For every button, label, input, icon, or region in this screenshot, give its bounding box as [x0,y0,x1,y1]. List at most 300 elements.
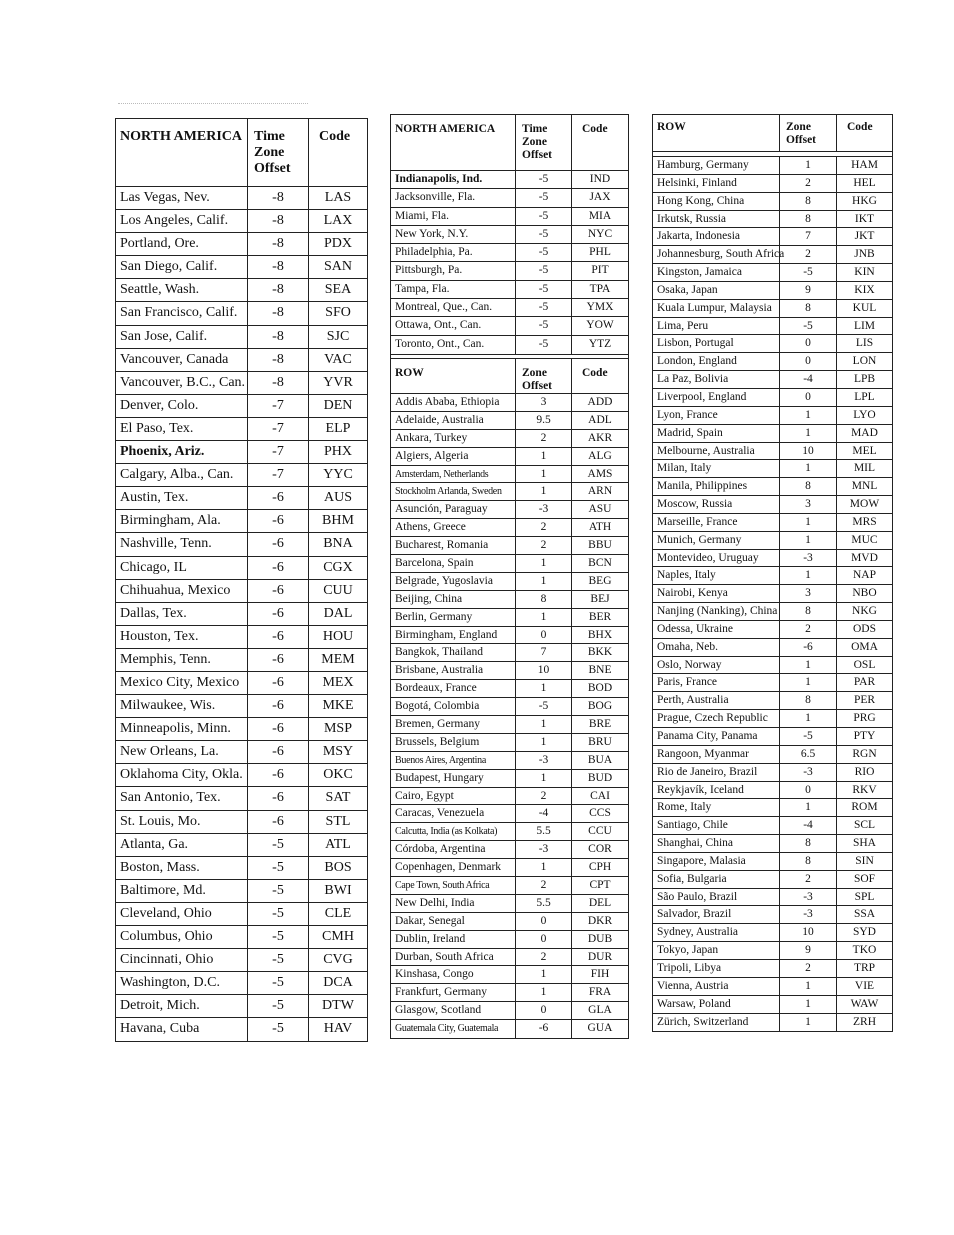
table-row [653,871,892,889]
city-cell: Birmingham, Ala. [116,510,248,532]
table-row [391,627,628,645]
table-row [391,931,628,949]
city-cell: Nairobi, Kenya [653,585,780,602]
code-cell: DUB [587,932,613,945]
table-row [391,877,628,895]
table-row [391,805,628,823]
code-cell: DKR [587,914,613,927]
offset-cell: 0 [516,913,572,930]
city-cell: Melbourne, Australia [653,443,780,460]
code-cell: YMX [586,301,614,314]
city-cell: Rangoon, Myanmar [653,746,780,763]
offset-cell: -5 [248,857,309,879]
city-cell: Irkutsk, Russia [653,211,780,228]
table-row [116,395,367,418]
code-cell: PHX [323,444,352,460]
code-cell: DAL [323,605,353,621]
city-cell: Tokyo, Japan [653,942,780,959]
code-cell: AUS [323,490,352,506]
city-cell: Cairo, Egypt [391,788,516,805]
table-row [116,995,367,1018]
code-cell: LIS [855,337,874,350]
code-cell: KIN [854,266,875,279]
code-cell: CPH [588,861,612,874]
code-cell: AKR [587,431,613,444]
table-header [391,359,628,394]
table-row [116,418,367,441]
city-cell: Paris, France [653,674,780,691]
code-cell: MSP [323,721,353,737]
table-row [116,741,367,764]
offset-cell: -4 [780,817,837,834]
code-cell: LAX [323,213,353,229]
city-cell: Bogotá, Colombia [391,698,516,715]
table-row [653,300,892,318]
offset-cell: 1 [516,573,572,590]
offset-cell: -5 [780,318,837,335]
city-cell: Madrid, Spain [653,425,780,442]
city-cell: Nanjing (Nanking), China [653,603,780,620]
offset-cell: -3 [516,752,572,769]
table-row [653,228,892,246]
city-cell: London, England [653,353,780,370]
offset-cell: 1 [780,407,837,424]
city-cell: Sofia, Bulgaria [653,871,780,888]
table-row [653,478,892,496]
table-row [653,692,892,710]
code-cell: ZRH [853,1015,876,1028]
code-cell: ADD [587,395,613,408]
city-cell: Boston, Mass. [116,857,248,879]
table-row [391,1002,628,1020]
offset-cell: -7 [248,441,309,463]
table-row [116,926,367,949]
table-row [116,603,367,626]
code-cell: GLA [588,1004,612,1017]
city-cell: Bremen, Germany [391,716,516,733]
code-cell: DTW [322,998,354,1014]
table-row [116,903,367,926]
offset-cell: -5 [516,336,572,354]
table-row [391,966,628,984]
table-row [116,880,367,903]
table-row [391,299,628,317]
city-cell: Houston, Tex. [116,626,248,648]
table-row [391,466,628,484]
table-row [653,924,892,942]
offset-cell: -6 [248,626,309,648]
offset-cell: -6 [248,510,309,532]
city-cell: Athens, Greece [391,519,516,536]
city-cell: Stockholm Arlanda, Sweden [391,483,516,500]
city-cell: San Antonio, Tex. [116,787,248,809]
table-row [391,519,628,537]
code-cell: BHM [322,513,354,529]
offset-cell: 1 [516,555,572,572]
offset-cell: -3 [780,889,837,906]
city-cell: Kinshasa, Congo [391,966,516,983]
offset-cell: -6 [248,672,309,694]
code-cell: BBU [588,539,612,552]
city-cell: Dakar, Senegal [391,913,516,930]
header-offset: Time Zone Offset [516,115,572,170]
code-cell: JKT [854,230,875,243]
city-cell: Chicago, IL [116,557,248,579]
code-cell: PAR [853,676,876,689]
city-cell: Odessa, Ukraine [653,621,780,638]
city-cell: Portland, Ore. [116,233,248,255]
offset-cell: 8 [780,211,837,228]
table-row [391,430,628,448]
city-cell: Minneapolis, Minn. [116,718,248,740]
city-cell: Liverpool, England [653,389,780,406]
offset-cell: 0 [780,782,837,799]
offset-cell: -8 [248,302,309,324]
city-cell: Zürich, Switzerland [653,1014,780,1032]
offset-cell: -5 [248,926,309,948]
offset-cell: 2 [516,519,572,536]
code-cell: YTZ [588,337,612,350]
offset-cell: -7 [248,464,309,486]
offset-cell: 2 [780,621,837,638]
table-row [116,464,367,487]
table-row [391,680,628,698]
table-row [391,281,628,299]
table-row [116,256,367,279]
offset-cell: 2 [516,949,572,966]
code-cell: BOS [324,859,352,875]
city-cell: Sydney, Australia [653,924,780,941]
table-row [653,496,892,514]
table-row [116,672,367,695]
city-cell: Denver, Colo. [116,395,248,417]
code-cell: LIM [853,319,876,332]
offset-cell: -5 [248,995,309,1017]
city-cell: Baltimore, Md. [116,880,248,902]
code-cell: CCS [589,807,611,820]
offset-cell: 8 [780,300,837,317]
code-cell: YOW [586,319,614,332]
code-cell: RGN [852,747,877,760]
city-cell: Hamburg, Germany [653,157,780,174]
city-cell: Calcutta, India (as Kolkata) [391,823,516,840]
table-row [653,799,892,817]
code-cell: ATH [588,521,612,534]
table-header [116,119,367,187]
city-cell: Brisbane, Australia [391,662,516,679]
table-header [653,115,892,152]
city-cell: Algiers, Algeria [391,448,516,465]
city-cell: Berlin, Germany [391,609,516,626]
table-row [391,752,628,770]
offset-cell: -5 [516,317,572,334]
north-america-section [391,171,628,355]
table-row [653,550,892,568]
table-row [653,978,892,996]
offset-cell: -4 [516,805,572,822]
table-row [116,441,367,464]
offset-cell: 8 [780,478,837,495]
city-cell: Cape Town, South Africa [391,877,516,894]
table-row [391,244,628,262]
table-row [116,1018,367,1041]
city-cell: Los Angeles, Calif. [116,210,248,232]
offset-cell: 10 [780,924,837,941]
table-row [653,318,892,336]
table-row [391,555,628,573]
code-cell: CPT [589,879,611,892]
table-row [653,996,892,1014]
code-cell: NYC [587,227,613,240]
table-row [653,532,892,550]
code-cell: BUD [587,771,613,784]
table-row [391,412,628,430]
offset-cell: 2 [780,175,837,192]
city-cell: Prague, Czech Republic [653,710,780,727]
offset-cell: 1 [780,425,837,442]
city-cell: Guatemala City, Guatemala [391,1020,516,1038]
offset-cell: 1 [780,674,837,691]
table-row [653,211,892,229]
offset-cell: -5 [516,698,572,715]
city-cell: Kuala Lumpur, Malaysia [653,300,780,317]
city-cell: San Francisco, Calif. [116,302,248,324]
offset-cell: 2 [780,871,837,888]
code-cell: OKC [323,767,353,783]
code-cell: PDX [323,236,352,252]
table-row [391,208,628,226]
city-cell: Johannesburg, South Africa [653,246,780,263]
city-cell: Miami, Fla. [391,208,516,225]
city-cell: Córdoba, Argentina [391,841,516,858]
code-cell: SAT [325,790,351,806]
city-cell: Omaha, Neb. [653,639,780,656]
table-row [116,787,367,810]
offset-cell: 2 [516,537,572,554]
table-row [116,834,367,857]
offset-cell: -5 [516,244,572,261]
city-cell: Perth, Australia [653,692,780,709]
city-cell: Indianapolis, Ind. [391,171,516,188]
table-row [391,317,628,335]
offset-cell: 10 [516,662,572,679]
offset-cell: 3 [780,496,837,513]
offset-cell: -6 [248,649,309,671]
code-cell: ARN [587,485,613,498]
table-row [653,1014,892,1032]
code-cell: PHL [589,246,611,259]
code-cell: CMH [322,929,354,944]
table-row [116,557,367,580]
code-cell: RKV [852,783,877,796]
city-cell: Chihuahua, Mexico [116,580,248,602]
code-cell: ODS [852,622,876,635]
city-cell: Amsterdam, Netherlands [391,466,516,483]
offset-cell: -6 [248,557,309,579]
city-cell: Phoenix, Ariz. [116,441,248,463]
city-cell: New Delhi, India [391,895,516,912]
city-cell: Caracas, Venezuela [391,805,516,822]
city-cell: Milan, Italy [653,460,780,477]
code-cell: KUL [852,301,877,314]
city-cell: Shanghai, China [653,835,780,852]
offset-cell: -3 [780,550,837,567]
table-row [653,906,892,924]
offset-cell: -6 [248,718,309,740]
code-cell: BNE [588,664,612,677]
table-row [391,609,628,627]
code-cell: FIH [590,968,610,981]
offset-cell: -5 [780,728,837,745]
code-cell: STL [325,813,351,829]
table-row [653,246,892,264]
offset-cell: 1 [516,984,572,1001]
table-row [116,372,367,395]
code-cell: AMS [587,467,613,480]
code-cell: PTY [853,730,876,742]
table-row [391,770,628,788]
offset-cell: 1 [780,567,837,584]
offset-cell: -5 [516,208,572,225]
table-body [653,156,892,1031]
city-cell: Dublin, Ireland [391,931,516,948]
city-cell: Frankfurt, Germany [391,984,516,1001]
code-cell: CAI [590,789,610,802]
table-row [116,533,367,556]
offset-cell: 7 [780,228,837,245]
code-cell: BKK [587,646,613,659]
city-cell: Kingston, Jamaica [653,264,780,281]
code-cell: BCN [588,556,612,569]
offset-cell: 3 [780,585,837,602]
table-row [391,984,628,1002]
offset-cell: -8 [248,187,309,209]
offset-cell: 7 [516,644,572,661]
code-cell: LAS [324,190,352,205]
table-row [391,644,628,662]
table-row [653,353,892,371]
table-row [391,336,628,354]
offset-cell: -3 [516,501,572,518]
code-cell: NBO [852,587,877,600]
offset-cell: 1 [780,710,837,727]
offset-cell: 1 [516,680,572,697]
table-row [653,835,892,853]
offset-cell: 9 [780,282,837,299]
city-cell: Vienna, Austria [653,978,780,995]
offset-cell: -5 [248,949,309,971]
code-cell: VAC [324,351,352,367]
city-cell: Birmingham, England [391,627,516,644]
code-cell: PRG [853,712,876,725]
code-cell: MEX [322,674,354,690]
city-cell: Jacksonville, Fla. [391,189,516,206]
table-row [653,389,892,407]
table-row [653,443,892,461]
code-cell: PIT [591,264,609,277]
offset-cell: -8 [248,326,309,348]
table-row [391,841,628,859]
table-row [116,857,367,880]
offset-cell: 8 [780,692,837,709]
table-row [653,425,892,443]
code-cell: MOW [849,498,880,511]
offset-cell: -6 [248,603,309,625]
offset-cell: 2 [516,430,572,447]
offset-cell: 0 [780,389,837,406]
offset-cell: 8 [780,835,837,852]
offset-cell: 9.5 [516,412,572,429]
code-cell: OMA [851,640,878,653]
offset-cell: 8 [780,603,837,620]
table-row [653,853,892,871]
code-cell: FRA [588,986,612,999]
city-cell: New Orleans, La. [116,741,248,763]
header-code: Code [847,121,873,133]
offset-cell: 1 [780,657,837,674]
city-cell: El Paso, Tex. [116,418,248,440]
table-row [391,913,628,931]
offset-cell: 5.5 [516,823,572,840]
table-row [653,746,892,764]
offset-cell: 2 [516,877,572,894]
table-row [116,302,367,325]
code-cell: BEJ [590,592,610,605]
city-cell: Panama City, Panama [653,728,780,745]
code-cell: MSY [322,744,354,760]
table-row [116,233,367,256]
offset-cell: 6.5 [780,746,837,763]
offset-cell: 1 [780,799,837,816]
offset-cell: -5 [248,1018,309,1041]
table-row [653,514,892,532]
table-row [391,537,628,555]
table-row [391,859,628,877]
offset-cell: 9 [780,942,837,959]
city-cell: Buenos Aires, Argentina [391,752,516,769]
city-cell: Nashville, Tenn. [116,533,248,555]
table-row [391,483,628,501]
code-cell: MIL [853,462,876,475]
code-cell: SEA [324,282,352,298]
table-row [653,782,892,800]
offset-cell: -7 [248,418,309,440]
code-cell: OSL [853,658,876,671]
city-cell: Salvador, Brazil [653,906,780,923]
code-cell: MEL [852,444,877,457]
table-row [653,264,892,282]
table-row [653,674,892,692]
table-row [391,448,628,466]
offset-cell: -8 [248,233,309,255]
city-cell: Addis Ababa, Ethiopia [391,394,516,411]
code-cell: ATL [325,836,351,852]
offset-cell: 2 [516,788,572,805]
offset-cell: -4 [780,371,837,388]
code-cell: HKG [852,194,877,207]
offset-cell: -6 [248,811,309,833]
table-row [653,657,892,675]
city-cell: Bordeaux, France [391,680,516,697]
code-cell: CVG [323,952,353,968]
offset-cell: -5 [516,189,572,206]
code-cell: BUA [587,753,613,766]
code-cell: TKO [852,944,877,957]
city-cell: Lima, Peru [653,318,780,335]
offset-cell: -8 [248,349,309,371]
code-cell: TPA [589,282,611,295]
table-row [653,175,892,193]
